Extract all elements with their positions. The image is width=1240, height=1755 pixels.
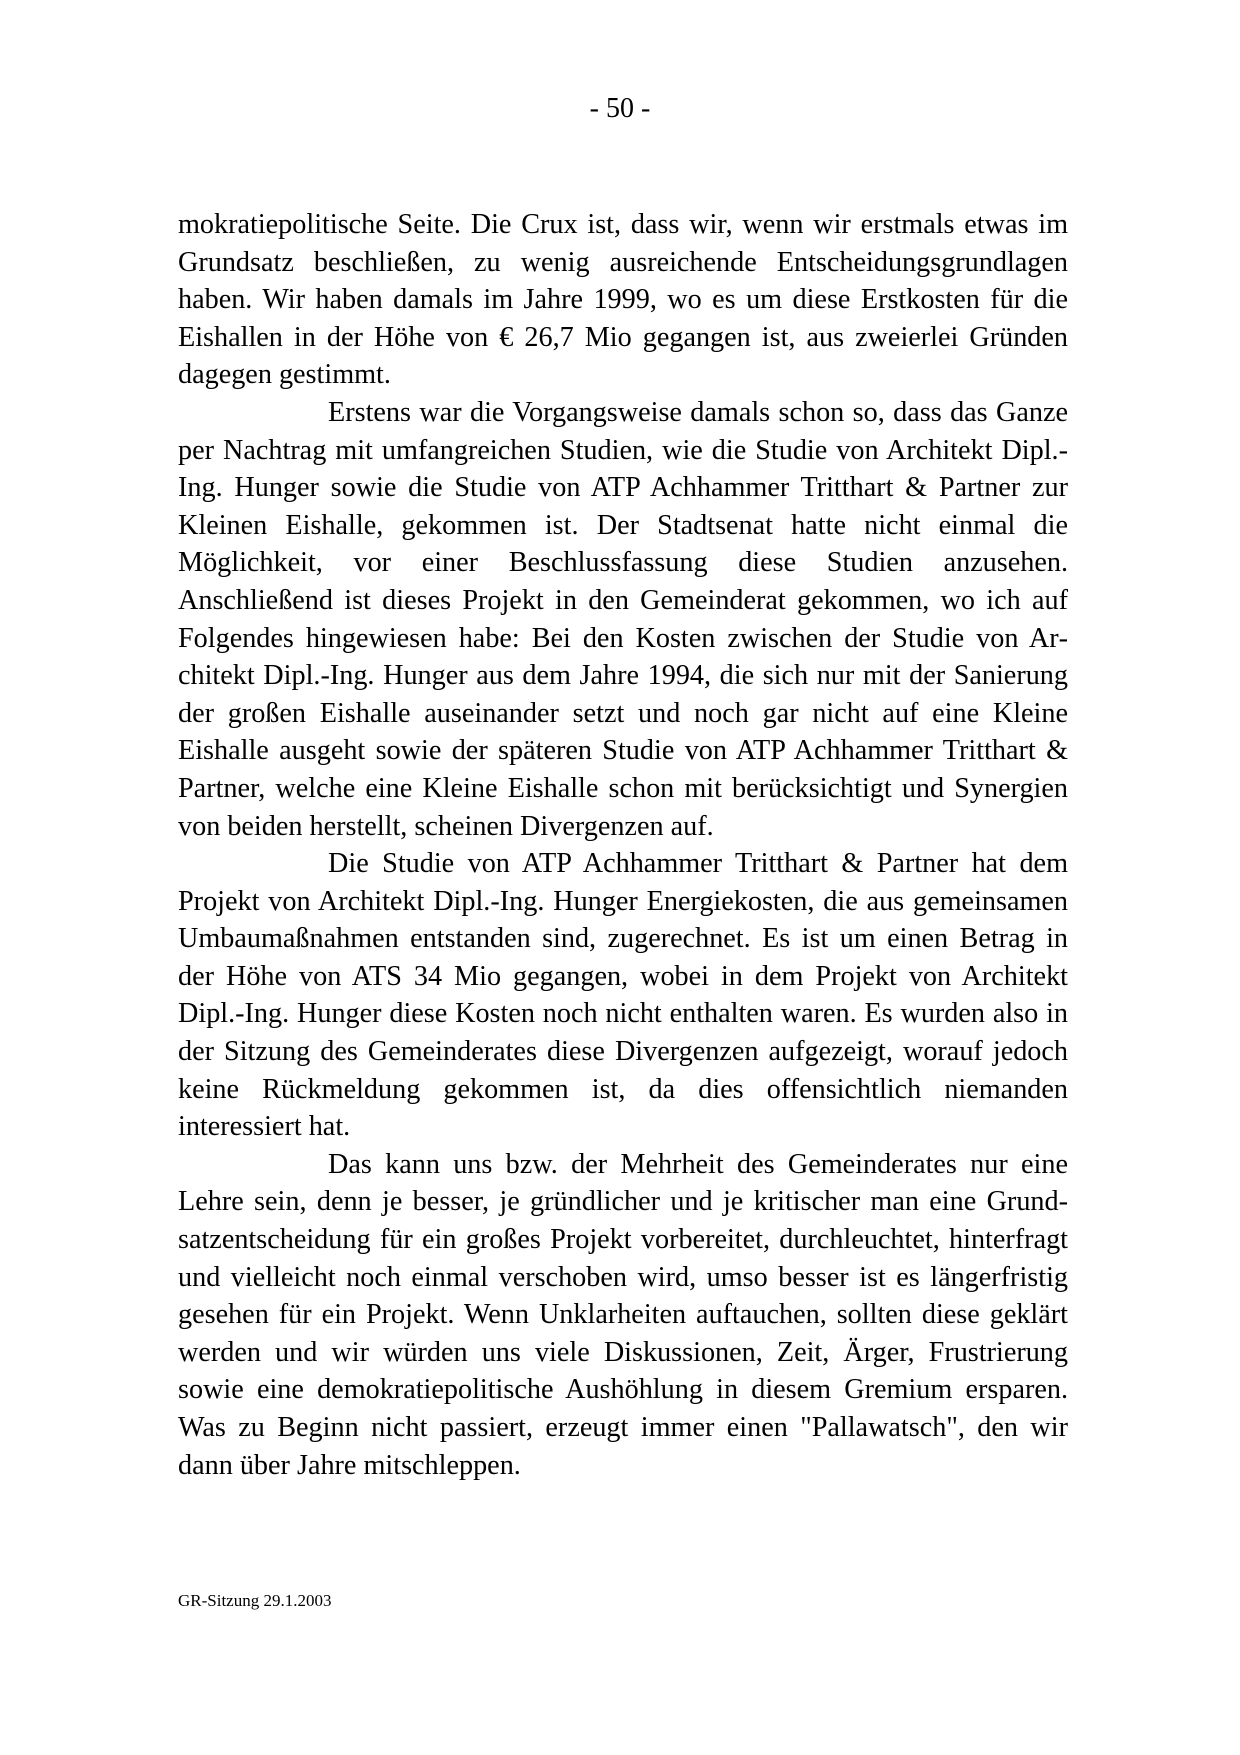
paragraph-2: Erstens war die Vorgangsweise damals schon so, dass das Ganze per Nachtrag mit umfangreichen Studien, wie die Studie von Architekt Dipl.-Ing. Hunger sowie die Studie von ATP Achhammer Tritthart & Partner zur Kleinen Eishalle, gekommen ist. Der Stadtsenat hatte nicht einmal die Möglichkeit, vor einer Beschlussfassung diese Studien anzusehen. Anschließend ist dieses Projekt in den Gemeinderat gekommen, wo ich auf Folgendes hingewiesen habe: Bei den Kosten zwischen der Studie von Architekt Dipl.-Ing. Hunger aus dem Jahre 1994, die sich nur mit der Sanierung der großen Eishalle auseinander setzt und noch gar nicht auf eine Kleine Eishalle ausgeht sowie der späteren Studie von ATP Achhammer Tritthart & Partner, welche eine Kleine Eishalle schon mit berücksichtigt und Synergien von beiden herstellt, scheinen Divergenzen auf.	[178, 396, 1068, 842]
paragraph-3: Die Studie von ATP Achhammer Tritthart & Partner hat dem Projekt von Architekt Dipl.-Ing. Hunger Energiekosten, die aus gemeinsamen Umbaumaßnahmen entstanden sind, zugerechnet. Es ist um einen Betrag in der Höhe von ATS 34 Mio gegangen, wobei in dem Projekt von Architekt Dipl.-Ing. Hunger diese Kosten noch nicht enthalten waren. Es wurden also in der Sitzung des Gemeinderates diese Divergenzen aufgezeigt, worauf jedoch keine Rückmeldung gekommen ist, da dies offensichtlich niemanden interessiert hat.	[178, 848, 1068, 1143]
paragraph-1: mokratiepolitische Seite. Die Crux ist, dass wir, wenn wir erstmals etwas im Grundsatz beschließen, zu wenig ausreichende Entscheidungsgrundlagen haben. Wir haben damals im Jahre 1999, wo es um diese Erstkosten für die Eishallen in der Höhe von € 26,7 Mio gegangen ist, aus zweierlei Gründen dagegen gestimmt.	[178, 209, 1068, 391]
paragraph-4: Das kann uns bzw. der Mehrheit des Gemeinderates nur eine Lehre sein, denn je besser, je gründlicher und je kritischer man eine Grundsatzentscheidung für ein großes Projekt vorbereitet, durchleuchtet, hinterfragt und vielleicht noch einmal verschoben wird, umso besser ist es längerfristig gesehen für ein Projekt. Wenn Unklarheiten auftauchen, sollten diese geklärt werden und wir würden uns viele Diskussionen, Zeit, Ärger, Frustrierung sowie eine demokratiepolitische Aushöhlung in diesem Gremium ersparen. Was zu Beginn nicht passiert, erzeugt immer einen "Pallawatsch", den wir dann über Jahre mitschleppen.	[178, 1148, 1068, 1481]
body-text	[178, 206, 1068, 1484]
page-number: - 50 -	[589, 93, 651, 124]
footer-session-date: GR-Sitzung 29.1.2003	[178, 1591, 332, 1610]
